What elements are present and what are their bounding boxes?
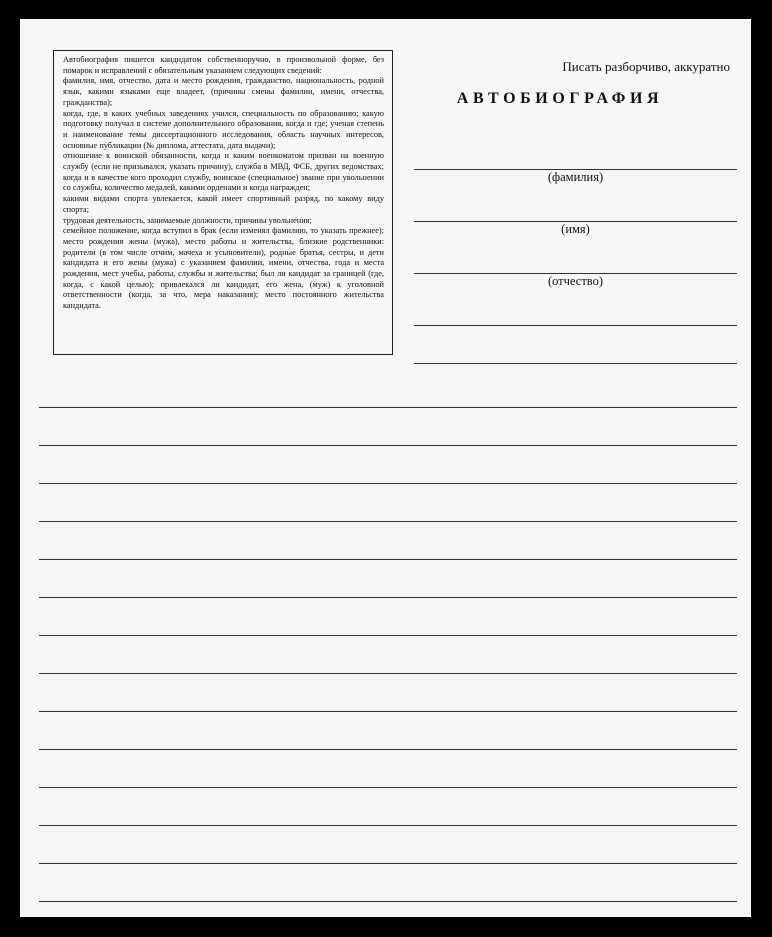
writing-line[interactable] — [39, 673, 737, 674]
instructions-paragraph: фамилия, имя, отчество, дата и место рождения, гражданство, национальность, родной язык, какими языками еще владеет, (причины смены фамилии, имени, отчества, гражданства); — [63, 76, 384, 107]
name-caption: (имя) — [561, 222, 590, 236]
writing-line[interactable] — [39, 445, 737, 446]
instructions-box — [53, 50, 393, 355]
form-sheet — [20, 19, 751, 917]
handwriting-note: Писать разборчиво, аккуратно — [562, 59, 730, 74]
instructions-paragraph: Автобиография пишется кандидатом собственноручно, в произвольной форме, без помарок и исправлений с обязательным указанием следующих сведений: — [63, 55, 384, 75]
writing-line[interactable] — [414, 363, 737, 364]
instructions-paragraph: какими видами спорта увлекается, какой имеет спортивный разряд, по какому виду спорта; — [63, 194, 384, 214]
writing-line[interactable] — [39, 597, 737, 598]
writing-line[interactable] — [39, 711, 737, 712]
writing-line[interactable] — [39, 825, 737, 826]
writing-line[interactable] — [39, 521, 737, 522]
writing-line[interactable] — [39, 901, 737, 902]
writing-line[interactable] — [39, 787, 737, 788]
surname-caption: (фамилия) — [547, 170, 604, 184]
patronymic-caption: (отчество) — [547, 274, 604, 288]
instructions-paragraph: отношение к воинской обязанности, когда и каким военкоматом призван на военную службу (если не призывался, указать причину), служба в МВД, ФСБ, других ведомствах; когда и в качестве кого проходил службу, воинское (специальное) звание при увольнении со службы, количество медалей, какими орденами и когда награжден; — [63, 151, 384, 193]
writing-line[interactable] — [39, 863, 737, 864]
writing-line[interactable] — [39, 407, 737, 408]
writing-line[interactable] — [39, 749, 737, 750]
writing-line[interactable] — [39, 635, 737, 636]
instructions-paragraph: трудовая деятельность, занимаемые должности, причины увольнения; — [63, 215, 312, 225]
document-title: АВТОБИОГРАФИЯ — [456, 90, 664, 107]
instructions-paragraph: семейное положение, когда вступил в брак (если изменял фамилию, то указать прежнее); место рождения жены (мужа), место работы и жительства, близкие родственники: родители (в том числе отчим, мачеха и усыновители), родные братья, сестры, и дети кандидата и его жены (мужа) с указанием фамилии, имени, отчества, года и места рождения, мест учебы, работы, службы и жительства; был ли кандидат за границей (где, когда, с какой целью); привлекался ли кандидат, его жена, (муж) к уголовной ответственности (когда, за что, мера наказания); место постоянного жительства кандидата. — [63, 226, 384, 311]
writing-line[interactable] — [39, 559, 737, 560]
writing-line[interactable] — [414, 325, 737, 326]
writing-line[interactable] — [39, 483, 737, 484]
instructions-paragraph: когда, где, в каких учебных заведениях учился, специальность по образованию; какую подготовку получал в системе дополнительного образования, когда и где; ученая степень и наименование темы диссертационного исследования, область научных интересов, основные публикации (№ диплома, аттестата, дата выдачи); — [63, 108, 384, 150]
